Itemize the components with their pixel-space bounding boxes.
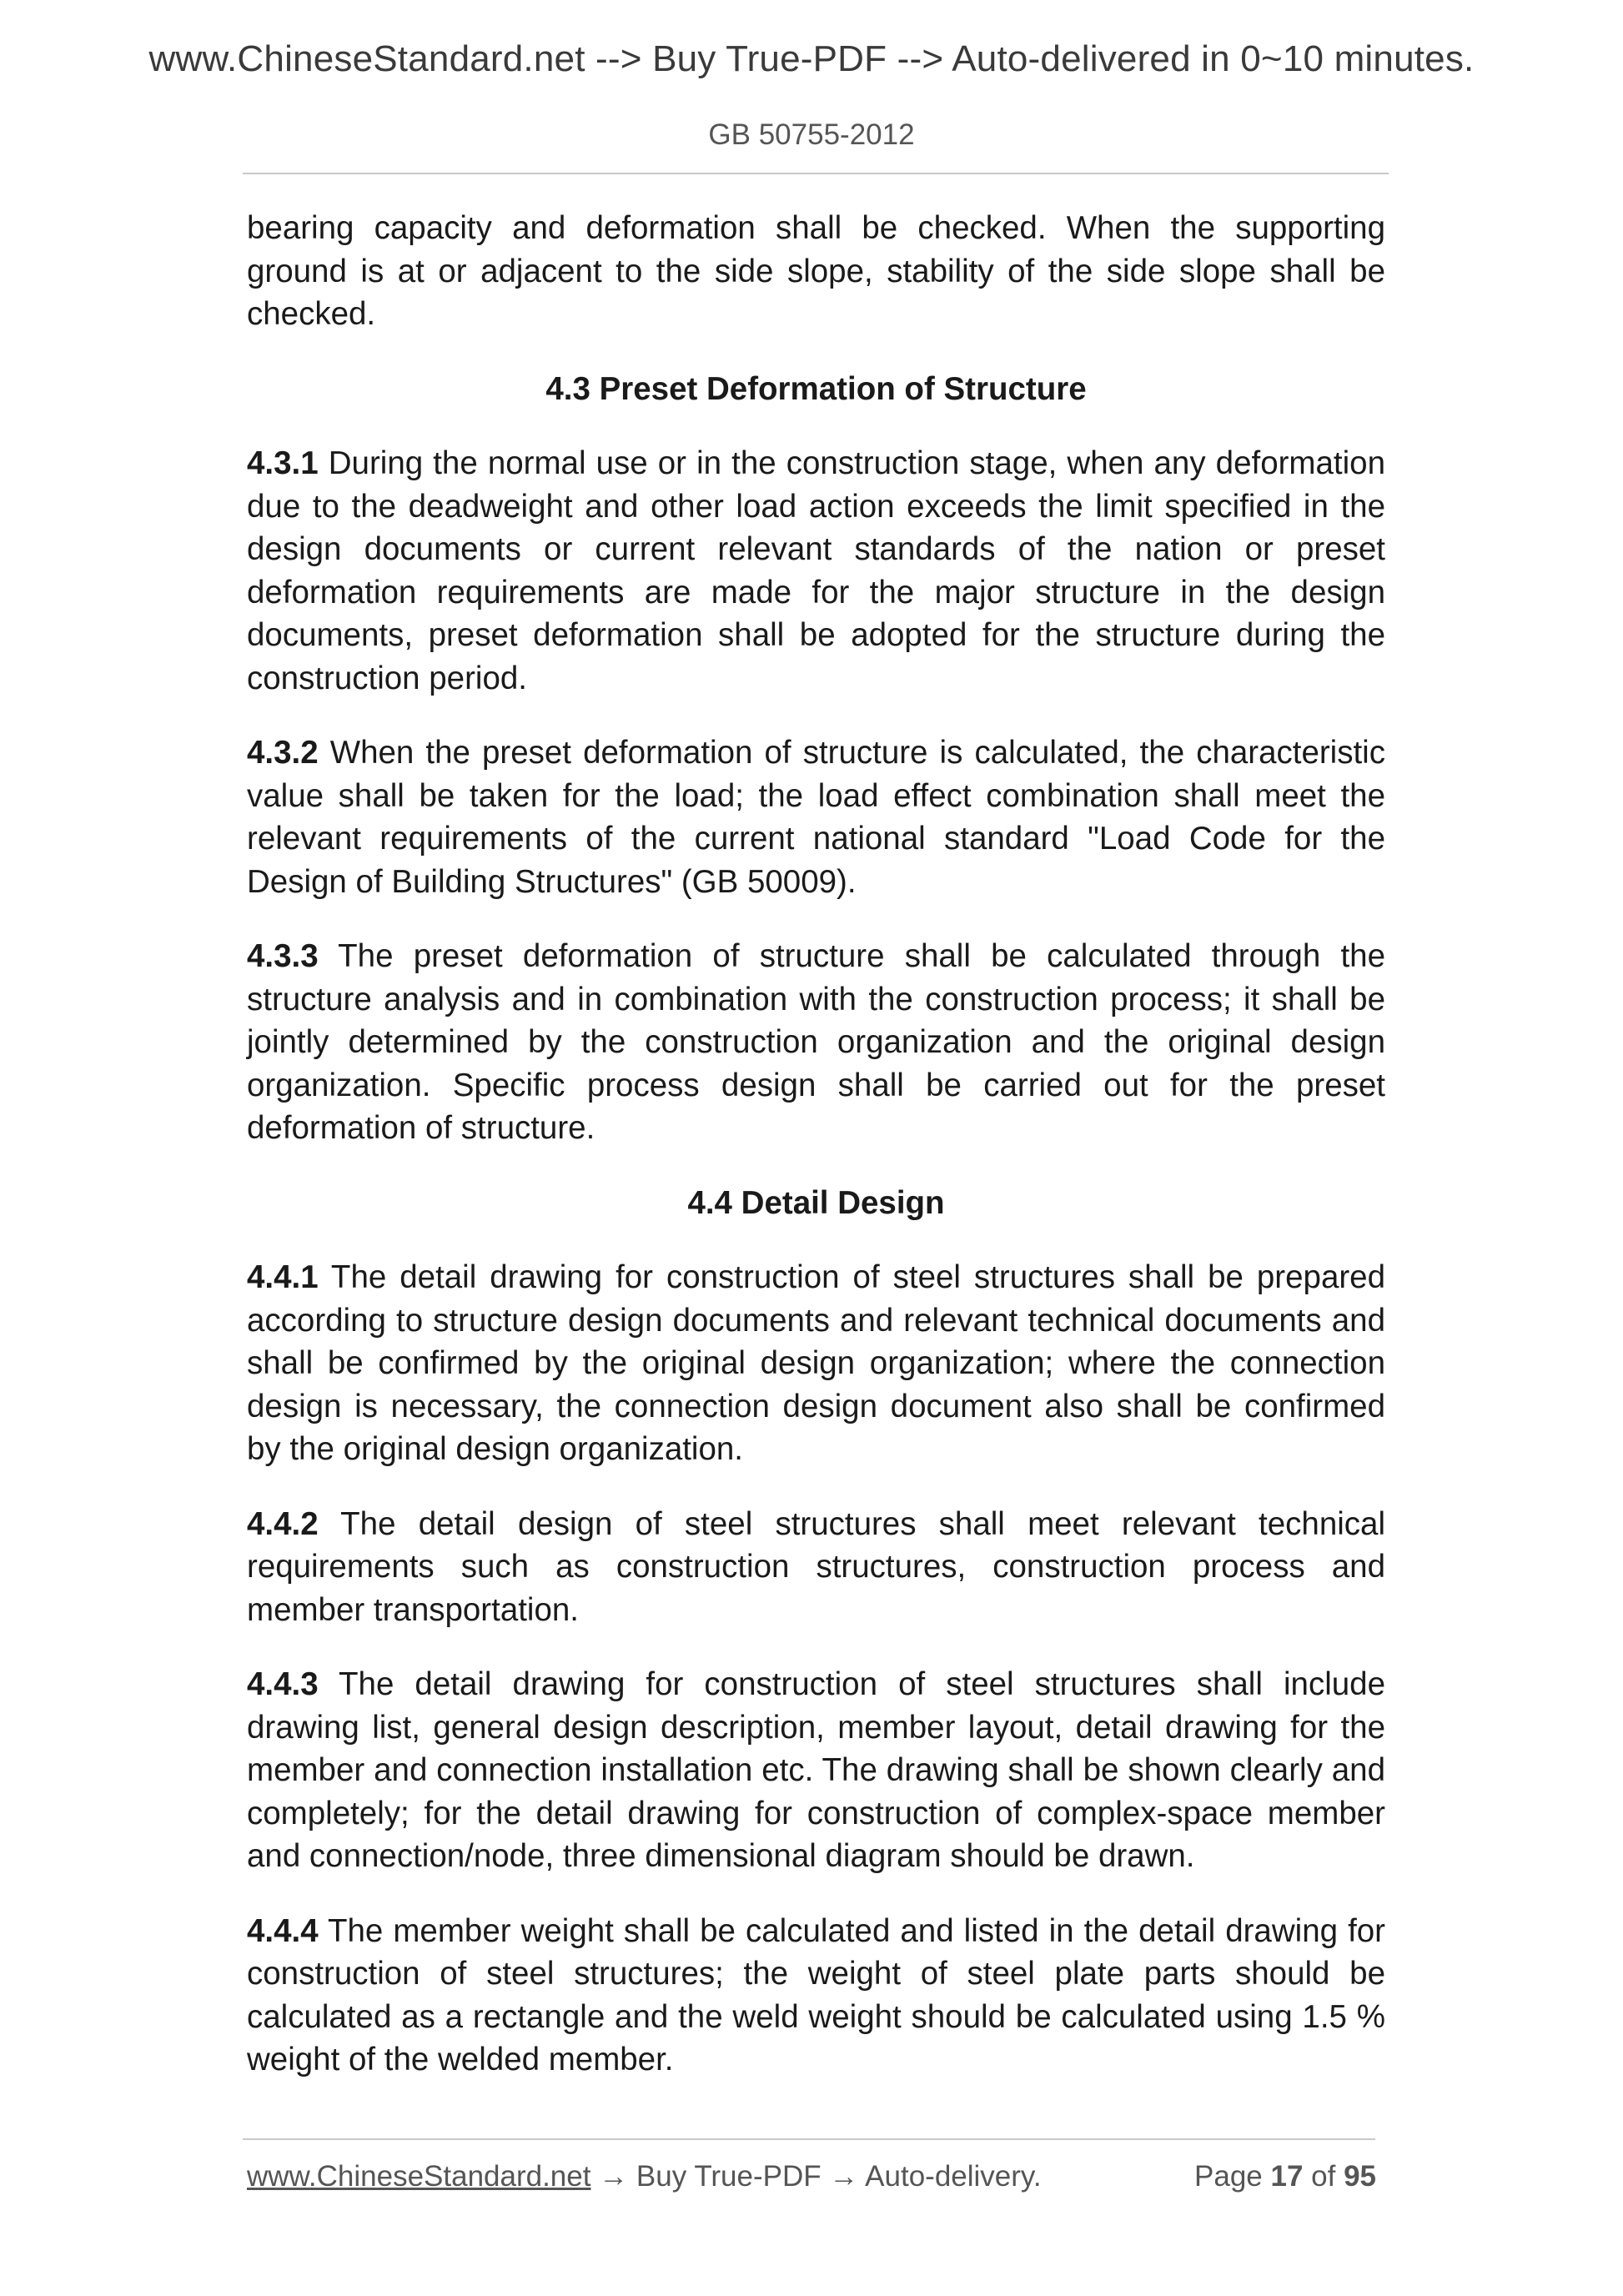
clause-4-4-4: [247, 1910, 1385, 2082]
clause-4-4-3: [247, 1663, 1385, 1878]
footer-left: [247, 2160, 1042, 2193]
clause-number: 4.4.3: [247, 1666, 319, 1702]
clause-text: The member weight shall be calculated and listed in the detail drawing for construction of steel structures; the weight of steel plate parts should be calculated as a rectangle and the weld weight should be calculated using 1.5 % weight of the welded member.: [247, 1912, 1385, 2077]
clause-text: The detail design of steel structures shall meet relevant technical requirements such as construction structures, construction process and member transportation.: [247, 1505, 1385, 1628]
header-divider: [243, 173, 1389, 174]
top-banner: www.ChineseStandard.net --> Buy True-PDF --> Auto-delivered in 0~10 minutes.: [148, 38, 1475, 79]
clause-number: 4.3.3: [247, 938, 319, 974]
document-code: GB 50755-2012: [708, 118, 915, 151]
footer-divider: [243, 2138, 1375, 2140]
clause-4-4-1: [247, 1256, 1385, 1471]
clause-text: The preset deformation of structure shall be calculated through the structure analysis and in combination with the construction process; it shall be jointly determined by the construction organization and the original design organization. Specific process design shall be carried out for the preset deformation of structure.: [247, 938, 1385, 1146]
clause-text: During the normal use or in the construction stage, when any deformation due to the deadweight and other load action exceeds the limit specified in the design documents or current relevant standards of the nation or preset deformation requirements are made for the major structure in the design documents, preset deformation shall be adopted for the structure during the construction period.: [247, 445, 1385, 696]
clause-4-4-2: [247, 1503, 1385, 1632]
section-title-4-4: 4.4 Detail Design: [687, 1184, 945, 1221]
page-of: of: [1303, 2160, 1344, 2193]
section-title-4-3: 4.3 Preset Deformation of Structure: [545, 370, 1087, 407]
clause-number: 4.4.2: [247, 1505, 319, 1542]
clause-text: The detail drawing for construction of steel structures shall be prepared according to structure design documents and relevant technical documents and shall be confirmed by the original design organization; where the connection design is necessary, the connection design document also shall be confirmed by the original design organization.: [247, 1259, 1385, 1467]
clause-number: 4.3.1: [247, 445, 319, 481]
footer-website-link[interactable]: www.ChineseStandard.net: [247, 2160, 591, 2193]
clause-4-3-3: [247, 935, 1385, 1150]
clause-4-3-2: [247, 731, 1385, 903]
clause-4-3-1: [247, 442, 1385, 700]
page-total: 95: [1344, 2160, 1376, 2193]
clause-number: 4.3.2: [247, 735, 319, 771]
intro-paragraph: bearing capacity and deformation shall be checked. When the supporting ground is at or adjacent to the side slope, stability of the side slope shall be checked.: [247, 210, 1385, 332]
footer-tagline: → Buy True-PDF → Auto-delivery.: [590, 2160, 1042, 2193]
page-content: [247, 207, 1385, 2113]
clause-number: 4.4.1: [247, 1259, 319, 1295]
clause-text: The detail drawing for construction of steel structures shall include drawing list, general design description, member layout, detail drawing for the member and connection installation etc. The drawing shall be shown clearly and completely; for the detail drawing for construction of complex-space member and connection/node, three dimensional diagram should be drawn.: [247, 1666, 1385, 1874]
page-current: 17: [1270, 2160, 1304, 2193]
page-indicator: [1194, 2160, 1376, 2193]
clause-number: 4.4.4: [247, 1912, 319, 1949]
page-label: Page: [1194, 2160, 1271, 2193]
clause-text: When the preset deformation of structure is calculated, the characteristic value shall be taken for the load; the load effect combination shall meet the relevant requirements of the current national standard "Load Code for the Design of Building Structures" (GB 50009).: [247, 735, 1385, 900]
